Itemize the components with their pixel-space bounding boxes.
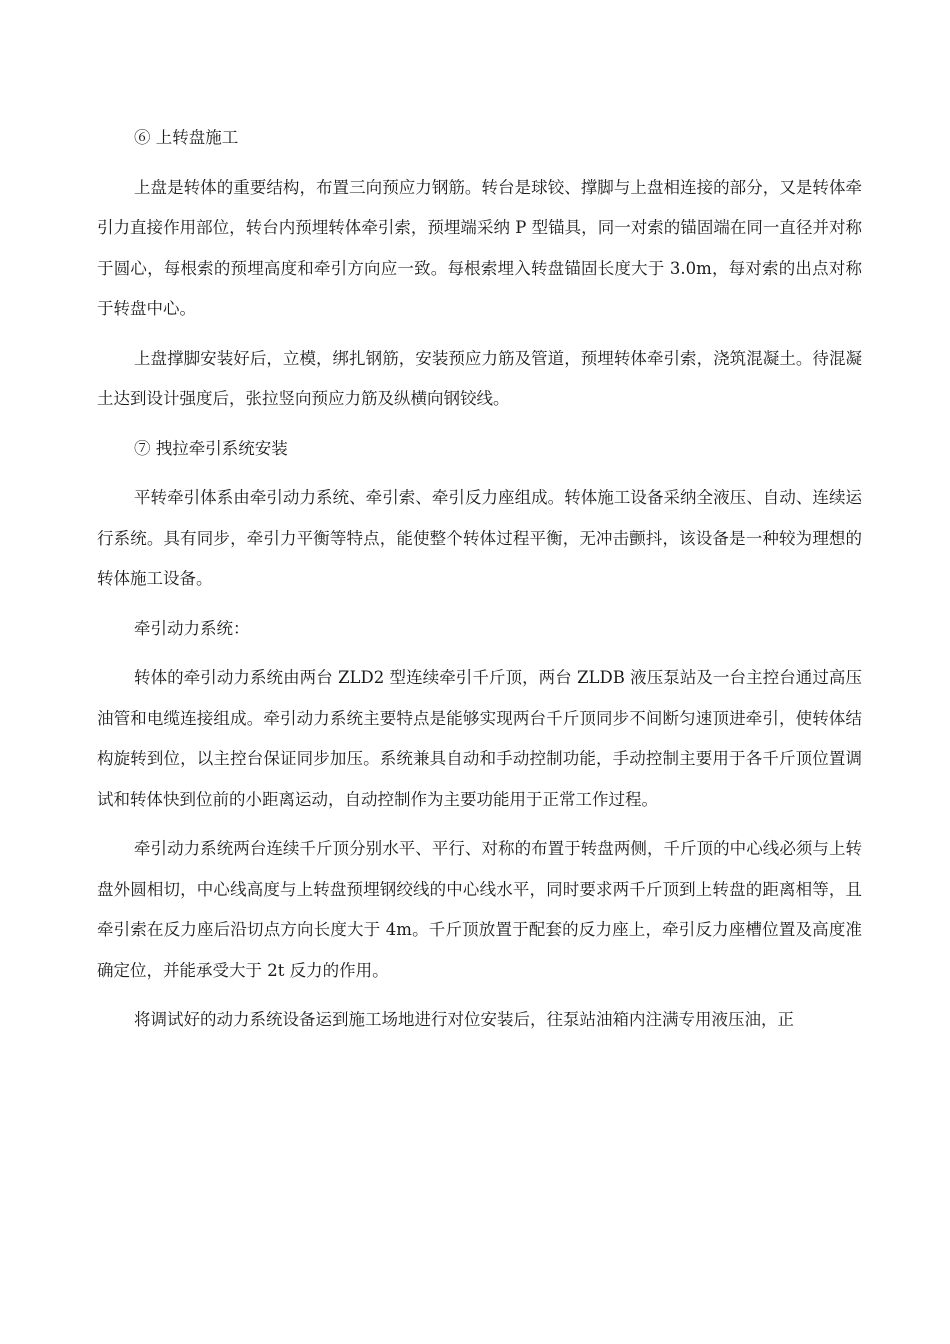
paragraph-power-system-description: 转体的牵引动力系统由两台 ZLD2 型连续牵引千斤顶，两台 ZLDB 液压泵站及一台主控台通过高压油管和电缆连接组成。牵引动力系统主要特点是能够实现两台千斤顶同步不间断匀速顶进牵引，使转体结构旋转到位，以主控台保证同步加压。系统兼具自动和手动控制功能，手动控制主要用于各千斤顶位置调试和转体快到位前的小距离运动，自动控制作为主要功能用于正常工作过程。 — [97, 668, 862, 809]
section-heading-traction-system: ⑦ 拽拉牵引系统安装 — [134, 438, 288, 458]
paragraph-installation-oil: 将调试好的动力系统设备运到施工场地进行对位安装后，往泵站油箱内注满专用液压油，正 — [134, 1010, 794, 1029]
paragraph-traction-composition: 平转牵引体系由牵引动力系统、牵引索、牵引反力座组成。转体施工设备采纳全液压、自动、连续运行系统。具有同步，牵引力平衡等特点，能使整个转体过程平衡，无冲击颤抖，该设备是一种较为理想的转体施工设备。 — [97, 488, 862, 588]
section-heading-upper-turntable: ⑥ 上转盘施工 — [134, 128, 239, 147]
paragraph-upper-plate: 上盘是转体的重要结构，布置三向预应力钢筋。转台是球铰、撑脚与上盘相连接的部分，又是转体牵引力直接作用部位，转台内预埋转体牵引索，预埋端采纳 P 型锚具，同一对索的锚固端在同一直径并对称于圆心，每根索的预埋高度和牵引方向应一致。每根索埋入转盘锚固长度大于 3.0m，每对索的出点对称于转盘中心。 — [97, 177, 862, 318]
document-body — [97, 118, 862, 1041]
paragraph-upper-plate-construction: 上盘撑脚安装好后，立模，绑扎钢筋，安装预应力筋及管道，预埋转体牵引索，浇筑混凝土。待混凝土达到设计强度后，张拉竖向预应力筋及纵横向钢铰线。 — [97, 348, 862, 408]
subheading-traction-power-system: 牵引动力系统： — [134, 618, 250, 638]
paragraph-jack-arrangement: 牵引动力系统两台连续千斤顶分别水平、平行、对称的布置于转盘两侧，千斤顶的中心线必须与上转盘外圆相切，中心线高度与上转盘预埋钢绞线的中心线水平，同时要求两千斤顶到上转盘的距离相等，且牵引索在反力座后沿切点方向长度大于 4m。千斤顶放置于配套的反力座上，牵引反力座槽位置及高度准确定位，并能承受大于 2t 反力的作用。 — [97, 839, 862, 980]
